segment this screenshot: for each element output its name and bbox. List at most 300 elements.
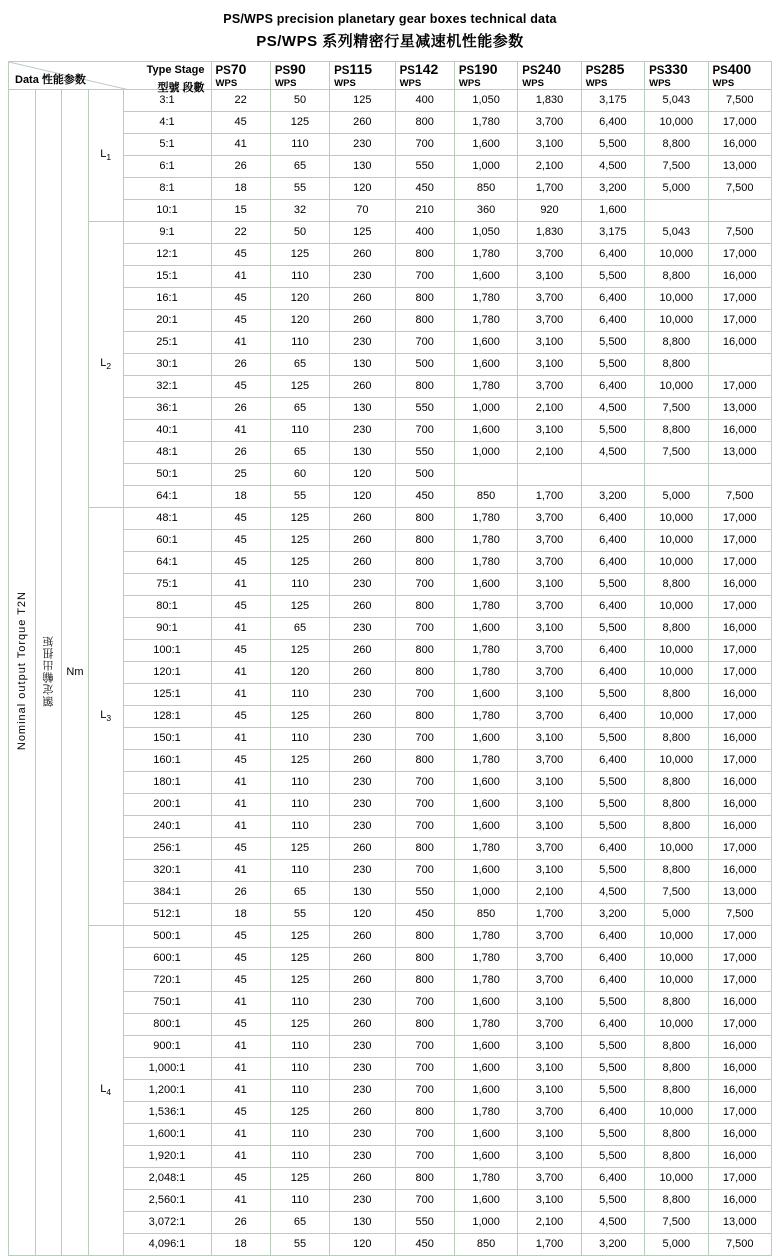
torque-value-cell: 3,100 [518,1145,581,1167]
torque-value-cell: 550 [395,155,454,177]
torque-value-cell: 6,400 [581,529,644,551]
torque-value-cell: 125 [270,639,329,661]
torque-value-cell: 41 [211,1189,270,1211]
torque-value-cell: 110 [270,991,329,1013]
torque-value-cell: 41 [211,727,270,749]
table-row [9,397,772,419]
torque-value-cell: 16,000 [708,1035,771,1057]
torque-value-cell: 1,780 [454,1101,517,1123]
torque-value-cell: 7,500 [645,397,708,419]
torque-value-cell: 110 [270,683,329,705]
torque-value-cell: 120 [270,309,329,331]
torque-value-cell: 1,600 [454,353,517,375]
torque-value-cell: 6,400 [581,111,644,133]
torque-value-cell: 700 [395,727,454,749]
torque-value-cell: 6,400 [581,661,644,683]
ratio-cell: 150:1 [123,727,211,749]
torque-value-cell: 45 [211,287,270,309]
torque-value-cell: 45 [211,507,270,529]
torque-value-cell: 7,500 [708,177,771,199]
torque-value-cell: 700 [395,1079,454,1101]
torque-value-cell: 10,000 [645,243,708,265]
torque-value-cell: 125 [270,243,329,265]
torque-value-cell: 50 [270,89,329,111]
table-row [9,639,772,661]
torque-value-cell: 8,800 [645,1079,708,1101]
torque-value-cell: 110 [270,133,329,155]
torque-value-cell: 2,100 [518,441,581,463]
torque-value-cell: 17,000 [708,1101,771,1123]
table-row [9,221,772,243]
ratio-cell: 160:1 [123,749,211,771]
torque-value-cell: 3,100 [518,727,581,749]
torque-value-cell: 4,500 [581,441,644,463]
torque-value-cell: 800 [395,551,454,573]
torque-value-cell [454,463,517,485]
torque-value-cell: 800 [395,111,454,133]
torque-value-cell: 400 [395,89,454,111]
torque-value-cell: 3,100 [518,1035,581,1057]
torque-value-cell: 8,800 [645,573,708,595]
torque-value-cell: 5,000 [645,903,708,925]
torque-value-cell: 4,500 [581,1211,644,1233]
torque-value-cell: 22 [211,89,270,111]
ratio-cell: 15:1 [123,265,211,287]
torque-value-cell: 1,780 [454,837,517,859]
torque-value-cell: 1,000 [454,441,517,463]
table-row [9,749,772,771]
ratio-cell: 128:1 [123,705,211,727]
torque-value-cell: 210 [395,199,454,221]
torque-value-cell: 1,600 [454,1079,517,1101]
table-row [9,969,772,991]
title-block [0,0,780,53]
torque-value-cell: 6,400 [581,287,644,309]
torque-value-cell: 110 [270,1145,329,1167]
torque-value-cell: 41 [211,617,270,639]
torque-value-cell: 17,000 [708,1167,771,1189]
ratio-cell: 64:1 [123,485,211,507]
torque-value-cell: 7,500 [645,441,708,463]
ratio-cell: 320:1 [123,859,211,881]
ratio-cell: 30:1 [123,353,211,375]
torque-value-cell: 17,000 [708,287,771,309]
torque-value-cell: 41 [211,661,270,683]
torque-value-cell: 125 [270,595,329,617]
torque-value-cell: 3,700 [518,309,581,331]
torque-value-cell: 120 [330,903,395,925]
table-row [9,485,772,507]
torque-value-cell: 16,000 [708,771,771,793]
torque-value-cell: 110 [270,859,329,881]
torque-value-cell: 10,000 [645,947,708,969]
torque-value-cell: 16,000 [708,1123,771,1145]
torque-value-cell: 45 [211,529,270,551]
torque-value-cell: 8,800 [645,353,708,375]
torque-value-cell: 7,500 [645,1211,708,1233]
torque-value-cell: 26 [211,397,270,419]
torque-value-cell: 6,400 [581,705,644,727]
torque-value-cell: 17,000 [708,551,771,573]
torque-value-cell: 230 [330,727,395,749]
torque-value-cell: 5,500 [581,133,644,155]
torque-value-cell: 6,400 [581,1101,644,1123]
torque-value-cell: 260 [330,309,395,331]
torque-value-cell: 17,000 [708,375,771,397]
torque-value-cell: 3,700 [518,529,581,551]
ratio-cell: 25:1 [123,331,211,353]
torque-value-cell: 120 [330,177,395,199]
torque-value-cell: 7,500 [708,221,771,243]
torque-value-cell: 41 [211,1057,270,1079]
torque-value-cell: 5,000 [645,485,708,507]
ratio-cell: 1,536:1 [123,1101,211,1123]
torque-value-cell: 120 [330,463,395,485]
torque-value-cell: 360 [454,199,517,221]
table-row [9,595,772,617]
torque-value-cell: 3,700 [518,925,581,947]
torque-value-cell: 230 [330,683,395,705]
table-row [9,727,772,749]
torque-value-cell: 8,800 [645,419,708,441]
header-model-115 [330,62,395,90]
torque-value-cell [708,199,771,221]
torque-value-cell: 1,600 [454,133,517,155]
table-row [9,111,772,133]
torque-value-cell: 110 [270,1035,329,1057]
torque-value-cell: 17,000 [708,243,771,265]
ratio-cell: 1,200:1 [123,1079,211,1101]
torque-value-cell: 230 [330,1189,395,1211]
torque-value-cell: 130 [330,353,395,375]
torque-value-cell: 260 [330,1167,395,1189]
torque-value-cell: 230 [330,1123,395,1145]
model-label: PS330 WPS [649,61,688,89]
torque-value-cell: 45 [211,111,270,133]
torque-value-cell: 230 [330,771,395,793]
torque-value-cell: 8,800 [645,133,708,155]
torque-value-cell: 6,400 [581,375,644,397]
torque-value-cell: 260 [330,925,395,947]
torque-value-cell: 17,000 [708,661,771,683]
torque-value-cell: 3,700 [518,1101,581,1123]
table-row [9,1211,772,1233]
torque-value-cell: 5,500 [581,573,644,595]
table-row [9,441,772,463]
torque-value-cell: 1,780 [454,507,517,529]
torque-value-cell: 1,600 [454,793,517,815]
torque-value-cell: 230 [330,991,395,1013]
ratio-cell: 36:1 [123,397,211,419]
model-label: PS190 WPS [458,61,498,89]
torque-value-cell: 45 [211,551,270,573]
technical-data-table [8,61,772,1256]
torque-value-cell: 3,100 [518,991,581,1013]
header-model-285 [581,62,644,90]
torque-value-cell: 4,500 [581,155,644,177]
torque-value-cell: 45 [211,1101,270,1123]
torque-value-cell: 70 [330,199,395,221]
torque-value-cell: 125 [270,705,329,727]
page-title-chinese: PS/WPS 系列精密行星减速机性能参数 [256,33,524,50]
table-row [9,859,772,881]
torque-value-cell: 10,000 [645,705,708,727]
table-row [9,1013,772,1035]
table-row [9,1079,772,1101]
torque-value-cell: 800 [395,969,454,991]
torque-value-cell: 3,200 [581,485,644,507]
torque-value-cell: 8,800 [645,793,708,815]
torque-value-cell: 5,500 [581,1079,644,1101]
torque-value-cell: 1,000 [454,397,517,419]
torque-value-cell: 1,830 [518,221,581,243]
torque-value-cell: 10,000 [645,925,708,947]
header-corner-cell [9,62,212,94]
torque-value-cell: 125 [270,1101,329,1123]
torque-value-cell: 450 [395,485,454,507]
torque-value-cell: 1,600 [454,683,517,705]
torque-value-cell: 3,175 [581,89,644,111]
torque-value-cell: 125 [270,507,329,529]
torque-value-cell: 550 [395,1211,454,1233]
torque-value-cell: 45 [211,595,270,617]
ratio-cell: 10:1 [123,199,211,221]
torque-value-cell: 550 [395,441,454,463]
torque-value-cell: 26 [211,353,270,375]
torque-value-cell: 10,000 [645,749,708,771]
torque-value-cell: 13,000 [708,881,771,903]
torque-value-cell: 110 [270,771,329,793]
torque-value-cell: 6,400 [581,947,644,969]
torque-value-cell: 17,000 [708,309,771,331]
torque-value-cell: 2,100 [518,881,581,903]
torque-value-cell: 16,000 [708,265,771,287]
torque-value-cell: 110 [270,331,329,353]
torque-value-cell: 1,780 [454,705,517,727]
torque-value-cell: 550 [395,881,454,903]
header-data-label: Data 性能参数 [15,73,86,86]
torque-value-cell: 3,100 [518,683,581,705]
header-model-70 [211,62,270,90]
torque-value-cell: 1,830 [518,89,581,111]
torque-value-cell: 2,100 [518,397,581,419]
torque-value-cell: 13,000 [708,155,771,177]
ratio-cell: 80:1 [123,595,211,617]
header-model-90 [270,62,329,90]
torque-value-cell: 45 [211,947,270,969]
torque-value-cell: 5,500 [581,617,644,639]
model-label: PS240 WPS [522,61,561,89]
torque-value-cell: 3,100 [518,331,581,353]
torque-value-cell: 260 [330,551,395,573]
torque-value-cell: 45 [211,1013,270,1035]
table-row [9,265,772,287]
table-row [9,881,772,903]
torque-value-cell: 800 [395,243,454,265]
unit-cell: Nm [62,89,89,1255]
torque-value-cell: 700 [395,683,454,705]
torque-value-cell: 450 [395,177,454,199]
ratio-cell: 50:1 [123,463,211,485]
torque-value-cell: 7,500 [708,1233,771,1255]
torque-value-cell: 4,500 [581,881,644,903]
torque-value-cell: 41 [211,1145,270,1167]
torque-value-cell: 10,000 [645,595,708,617]
torque-value-cell: 10,000 [645,837,708,859]
torque-value-cell: 800 [395,661,454,683]
torque-value-cell: 45 [211,969,270,991]
torque-value-cell: 41 [211,1035,270,1057]
torque-value-cell: 10,000 [645,111,708,133]
torque-value-cell: 1,780 [454,111,517,133]
torque-value-cell: 41 [211,991,270,1013]
torque-value-cell: 260 [330,969,395,991]
torque-value-cell: 1,000 [454,1211,517,1233]
torque-value-cell: 8,800 [645,683,708,705]
torque-value-cell: 3,100 [518,265,581,287]
torque-value-cell: 230 [330,133,395,155]
torque-value-cell: 16,000 [708,727,771,749]
ratio-cell: 2,048:1 [123,1167,211,1189]
ratio-cell: 2,560:1 [123,1189,211,1211]
torque-value-cell: 500 [395,353,454,375]
torque-value-cell: 260 [330,661,395,683]
torque-value-cell [581,463,644,485]
torque-value-cell: 450 [395,1233,454,1255]
torque-value-cell: 700 [395,991,454,1013]
torque-value-cell: 110 [270,1057,329,1079]
page-title-english: PS/WPS precision planetary gear boxes technical data [223,12,557,26]
torque-value-cell: 5,500 [581,727,644,749]
ratio-cell: 40:1 [123,419,211,441]
torque-value-cell: 45 [211,309,270,331]
torque-value-cell: 1,600 [454,1057,517,1079]
torque-value-cell: 3,100 [518,1057,581,1079]
torque-value-cell: 65 [270,441,329,463]
torque-value-cell: 700 [395,771,454,793]
torque-value-cell: 60 [270,463,329,485]
torque-value-cell: 260 [330,749,395,771]
header-type-stage-label: Type Stage [146,64,205,76]
torque-value-cell: 6,400 [581,837,644,859]
table-row [9,771,772,793]
torque-value-cell: 55 [270,1233,329,1255]
ratio-cell: 800:1 [123,1013,211,1035]
torque-value-cell: 110 [270,573,329,595]
torque-value-cell: 5,043 [645,89,708,111]
torque-value-cell: 850 [454,485,517,507]
torque-value-cell: 10,000 [645,1167,708,1189]
torque-value-cell: 1,780 [454,595,517,617]
ratio-cell: 4,096:1 [123,1233,211,1255]
torque-value-cell: 260 [330,375,395,397]
torque-value-cell: 7,500 [708,903,771,925]
torque-value-cell: 450 [395,903,454,925]
model-label: PS115 WPS [334,61,373,89]
torque-value-cell: 45 [211,639,270,661]
torque-value-cell: 10,000 [645,969,708,991]
table-row [9,1057,772,1079]
torque-value-cell: 125 [330,89,395,111]
torque-value-cell: 55 [270,177,329,199]
torque-value-cell: 260 [330,529,395,551]
torque-value-cell: 1,000 [454,155,517,177]
torque-value-cell: 260 [330,705,395,727]
torque-value-cell: 5,500 [581,1035,644,1057]
torque-value-cell: 3,700 [518,507,581,529]
torque-value-cell: 55 [270,485,329,507]
torque-value-cell: 230 [330,1145,395,1167]
torque-value-cell: 45 [211,1167,270,1189]
torque-value-cell: 800 [395,1013,454,1035]
torque-value-cell: 50 [270,221,329,243]
torque-value-cell: 10,000 [645,661,708,683]
torque-value-cell: 16,000 [708,815,771,837]
torque-value-cell: 3,100 [518,771,581,793]
torque-value-cell: 3,700 [518,969,581,991]
torque-value-cell: 110 [270,727,329,749]
ratio-cell: 20:1 [123,309,211,331]
torque-value-cell: 6,400 [581,595,644,617]
torque-value-cell: 5,043 [645,221,708,243]
table-row [9,507,772,529]
torque-value-cell: 5,500 [581,859,644,881]
torque-value-cell: 6,400 [581,925,644,947]
torque-value-cell: 3,100 [518,133,581,155]
model-label: PS70 WPS [215,61,247,89]
torque-value-cell: 3,200 [581,903,644,925]
ratio-cell: 3,072:1 [123,1211,211,1233]
torque-value-cell: 65 [270,397,329,419]
torque-value-cell: 1,780 [454,947,517,969]
torque-value-cell [708,463,771,485]
table-row [9,287,772,309]
torque-value-cell: 2,100 [518,155,581,177]
torque-value-cell: 5,500 [581,1057,644,1079]
torque-value-cell: 6,400 [581,749,644,771]
torque-value-cell: 125 [270,947,329,969]
torque-value-cell: 13,000 [708,1211,771,1233]
table-row [9,463,772,485]
torque-value-cell: 125 [270,969,329,991]
ratio-cell: 240:1 [123,815,211,837]
torque-value-cell: 700 [395,419,454,441]
torque-value-cell: 3,100 [518,617,581,639]
torque-value-cell: 65 [270,617,329,639]
torque-value-cell: 1,600 [454,815,517,837]
torque-value-cell: 17,000 [708,1013,771,1035]
torque-value-cell: 850 [454,177,517,199]
torque-value-cell: 920 [518,199,581,221]
torque-value-cell: 8,800 [645,265,708,287]
torque-value-cell: 55 [270,903,329,925]
torque-value-cell: 13,000 [708,397,771,419]
table-row [9,1035,772,1057]
torque-value-cell: 41 [211,859,270,881]
torque-value-cell: 17,000 [708,969,771,991]
torque-value-cell: 230 [330,1057,395,1079]
ratio-cell: 32:1 [123,375,211,397]
torque-value-cell: 1,600 [454,1035,517,1057]
torque-value-cell: 1,780 [454,243,517,265]
torque-value-cell: 550 [395,397,454,419]
torque-value-cell: 800 [395,1167,454,1189]
torque-value-cell: 125 [330,221,395,243]
torque-value-cell: 41 [211,683,270,705]
torque-value-cell: 16,000 [708,1079,771,1101]
torque-value-cell: 260 [330,639,395,661]
torque-value-cell: 700 [395,1189,454,1211]
